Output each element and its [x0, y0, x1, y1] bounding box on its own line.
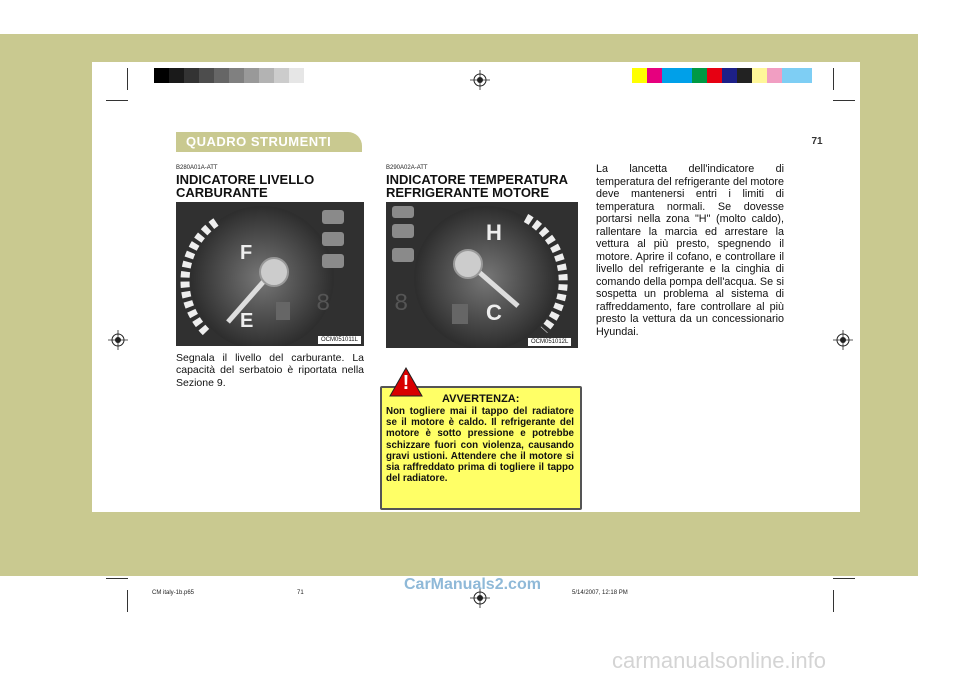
footer-date: 5/14/2007, 12:18 PM [572, 590, 628, 596]
fuel-empty-label: E [240, 310, 254, 332]
crop-mark [833, 590, 834, 612]
heading-line: INDICATORE LIVELLO [176, 172, 315, 187]
fuel-description: Segnala il livello del carburante. La capacità del serbatoio è riportata nella Sezione 9. [176, 352, 364, 389]
svg-text:8: 8 [316, 291, 331, 318]
registration-target-icon [833, 330, 853, 350]
warning-box [380, 386, 582, 510]
section-heading [386, 173, 568, 199]
warning-title: AVVERTENZA: [442, 393, 520, 405]
image-caption: OCM051011L [318, 336, 361, 344]
crop-mark [833, 100, 855, 101]
footer-file: CM italy-1b.p65 [152, 590, 195, 596]
temperature-gauge-photo [386, 202, 578, 348]
warning-exclamation: ! [402, 372, 410, 394]
image-caption: OCM051012L [528, 338, 571, 346]
site-watermark: carmanualsonline.info [612, 648, 827, 673]
temperature-gauge-illustration [386, 202, 578, 348]
section-tab [176, 132, 362, 152]
fuel-full-label: F [240, 242, 253, 264]
fuel-gauge-photo [176, 202, 364, 346]
page-number: 71 [811, 136, 823, 147]
section-code: B290A02A-ATT [386, 165, 428, 171]
page-number-tab [788, 132, 846, 152]
registration-target-icon [470, 70, 490, 90]
color-registration-bar [632, 68, 812, 83]
registration-target-icon [108, 330, 128, 350]
chapter-number: 1 [796, 106, 806, 125]
crop-mark [833, 68, 834, 90]
svg-text:8: 8 [394, 291, 409, 318]
temperature-description: La lancetta dell'indicatore di temperatura del refrigerante del motore deve mantenersi entri i limiti di temperatura normali. Se dovesse portarsi nella zona "H" (molto caldo), rallentare la marcia ed arrestare la vettura al più presto, spegnendo il motore. Aprire il cofano, e controllare il livello del refrigerante e la cinghia di comando della pompa dell'acqua. Se si sospetta un problema al sistema di raffreddamento, fare controllare al più presto la vettura da un concessionario Hyundai. [596, 163, 784, 338]
fuel-gauge-illustration [176, 202, 364, 346]
crop-mark [127, 68, 128, 90]
footer-page: 71 [297, 590, 304, 596]
temp-cold-label: C [486, 300, 502, 325]
heading-line: INDICATORE TEMPERATURA [386, 172, 568, 187]
crop-mark [106, 578, 128, 579]
crop-mark [833, 578, 855, 579]
section-heading [176, 173, 314, 199]
chapter-title: CARATTERISTICHE DELLA VETTURA [622, 114, 778, 123]
heading-line: CARBURANTE [176, 185, 268, 200]
section-tab-label: QUADRO STRUMENTI [186, 134, 332, 149]
temp-hot-label: H [486, 220, 502, 245]
heading-line: REFRIGERANTE MOTORE [386, 185, 549, 200]
warning-text: Non togliere mai il tappo del radiatore se il motore è caldo. Il refrigerante del motore è sotto pressione e potrebbe schizzare fuori con violenza, causando gravi ustioni. Attendere che il motore si sia raffreddato prima di togliere il tappo del radiatore. [386, 406, 574, 485]
crop-mark [127, 590, 128, 612]
grayscale-registration-bar [154, 68, 319, 83]
watermark-text: CarManuals2.com [404, 576, 541, 593]
section-code: B280A01A-ATT [176, 165, 218, 171]
crop-mark [106, 100, 128, 101]
